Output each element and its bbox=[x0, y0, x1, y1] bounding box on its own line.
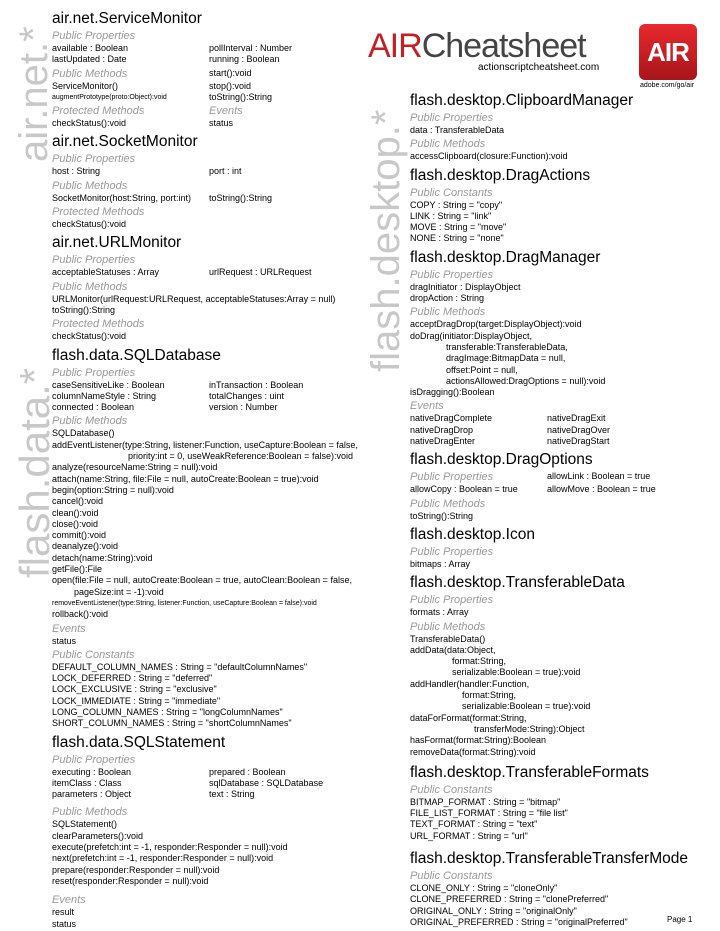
logo-site: actionscriptcheatsheet.com bbox=[478, 62, 600, 73]
member: pollInterval : Number bbox=[209, 43, 293, 53]
member-row bbox=[52, 193, 362, 204]
member: nativeDragComplete bbox=[410, 413, 493, 424]
section-label: Public Methods bbox=[410, 306, 486, 319]
member: SQLDatabase() bbox=[52, 428, 115, 439]
section-label: Public Properties bbox=[52, 753, 136, 766]
section-label: Public Properties bbox=[410, 112, 494, 124]
member: ORIGINAL_ONLY : String = "originalOnly" bbox=[410, 905, 577, 916]
section-label: Public Properties bbox=[52, 254, 136, 267]
member-row bbox=[52, 380, 362, 391]
member: attach(name:String, file:File = null, autoCreate:Boolean = true):void bbox=[52, 473, 319, 484]
member: removeEventListener(type:String, listener:Function, useCapture:Boolean = false):void bbox=[52, 599, 317, 607]
member-row bbox=[410, 436, 710, 447]
member: serializable:Boolean = true):void bbox=[452, 667, 581, 678]
class-title: air.net.SocketMonitor bbox=[52, 133, 198, 151]
member: text : String bbox=[209, 789, 255, 800]
class-title: flash.desktop.DragOptions bbox=[410, 451, 593, 469]
member: nativeDragStart bbox=[547, 436, 610, 447]
member: connected : Boolean bbox=[52, 402, 135, 413]
member: itemClass : Class bbox=[52, 777, 122, 788]
right-column bbox=[410, 92, 710, 928]
section-label: Public Methods bbox=[410, 138, 486, 151]
section-label: Public Constants bbox=[410, 186, 493, 199]
badge-link[interactable]: adobe.com/go/air bbox=[640, 82, 695, 89]
member: allowMove : Boolean = true bbox=[547, 484, 656, 495]
member-row bbox=[52, 54, 362, 65]
member: format:String, bbox=[452, 656, 507, 667]
member: DEFAULT_COLUMN_NAMES : String = "defaultColumnNames" bbox=[52, 661, 308, 672]
member: LONG_COLUMN_NAMES : String = "longColumnNames" bbox=[52, 706, 283, 717]
vertical-label-flash-desktop: flash.desktop.* bbox=[364, 109, 408, 372]
member: toString():String bbox=[209, 192, 273, 203]
member: SQLStatement() bbox=[52, 819, 118, 830]
member: detach(name:String):void bbox=[52, 552, 153, 563]
member: priority:int = 0, useWeakReference:Boolean = false):void bbox=[128, 451, 353, 462]
member: doDrag(initiator:DisplayObject, bbox=[410, 330, 533, 341]
member: pageSize:int = -1):void bbox=[74, 586, 164, 597]
member: toString():String bbox=[410, 510, 474, 521]
member-row bbox=[52, 81, 362, 92]
member-row bbox=[52, 267, 362, 278]
member: open(file:File = null, autoCreate:Boolean = true, autoClean:Boolean = false, bbox=[52, 575, 352, 586]
member: executing : Boolean bbox=[52, 766, 132, 777]
member: ServiceMonitor() bbox=[52, 80, 119, 91]
section-label: Events bbox=[52, 894, 86, 907]
member: lastUpdated : Date bbox=[52, 54, 127, 65]
member: MOVE : String = "move" bbox=[410, 222, 507, 233]
section-label: Public Methods bbox=[52, 179, 128, 192]
member: LOCK_EXCLUSIVE : String = "exclusive" bbox=[52, 684, 217, 695]
member: nativeDragOver bbox=[547, 424, 611, 435]
member: offset:Point = null, bbox=[446, 364, 518, 375]
section-label-row bbox=[52, 103, 362, 118]
class-title: flash.desktop.TransferableData bbox=[410, 574, 625, 592]
member: nativeDragEnter bbox=[410, 436, 476, 447]
member: addData(data:Object, bbox=[410, 644, 496, 655]
member: status bbox=[52, 635, 77, 646]
member-row bbox=[52, 118, 362, 129]
member-row bbox=[52, 789, 362, 800]
member: SocketMonitor(host:String, port:int) bbox=[52, 192, 192, 203]
member: BITMAP_FORMAT : String = "bitmap" bbox=[410, 796, 561, 807]
member: LINK : String = "link" bbox=[410, 210, 492, 221]
section-label: Public Constants bbox=[410, 869, 493, 882]
class-title: air.net.URLMonitor bbox=[52, 234, 182, 252]
member: columnNameStyle : String bbox=[52, 390, 157, 401]
member: TransferableData() bbox=[410, 633, 486, 644]
member: TEXT_FORMAT : String = "text" bbox=[410, 819, 538, 830]
member: deanalyze():void bbox=[52, 541, 119, 552]
member-row bbox=[410, 484, 710, 495]
section-label: Public Properties bbox=[410, 594, 494, 607]
section-label: Public Methods bbox=[410, 620, 486, 633]
section-label: Public Constants bbox=[52, 648, 135, 661]
member-row bbox=[52, 92, 362, 103]
member: FILE_LIST_FORMAT : String = "file list" bbox=[410, 808, 568, 819]
member: nativeDragExit bbox=[547, 413, 606, 424]
class-title: air.net.ServiceMonitor bbox=[52, 10, 202, 27]
member: addEventListener(type:String, listener:Function, useCapture:Boolean = false, bbox=[52, 439, 358, 450]
member: commit():void bbox=[52, 530, 107, 541]
member: dragImage:BitmapData = null, bbox=[446, 353, 566, 364]
member: removeData(format:String):void bbox=[410, 746, 536, 757]
member-row bbox=[410, 425, 710, 436]
class-title: flash.desktop.Icon bbox=[410, 525, 535, 543]
member: checkStatus():void bbox=[52, 331, 127, 342]
member-row bbox=[52, 767, 362, 778]
member: acceptDragDrop(target:DisplayObject):void bbox=[410, 319, 582, 330]
member: CLONE_PREFERRED : String = "clonePreferred" bbox=[410, 894, 609, 905]
member: dragInitiator : DisplayObject bbox=[410, 281, 521, 292]
class-title: flash.desktop.DragManager bbox=[410, 248, 601, 266]
member: addHandler(handler:Function, bbox=[410, 678, 530, 689]
member: accessClipboard(closure:Function):void bbox=[410, 151, 568, 162]
member: format:String, bbox=[462, 690, 517, 701]
member: serializable:Boolean = true):void bbox=[462, 701, 591, 712]
member: toString():String bbox=[209, 91, 273, 102]
section-label: Events bbox=[52, 622, 86, 635]
member: getFile():File bbox=[52, 564, 103, 575]
section-label-row bbox=[52, 66, 362, 81]
member: next(prefetch:int = -1, responder:Responder = null):void bbox=[52, 853, 274, 864]
member: transferable:TransferableData, bbox=[446, 341, 568, 352]
member: ORIGINAL_PREFERRED : String = "originalPreferred" bbox=[410, 916, 628, 927]
section-label: Public Methods bbox=[52, 67, 128, 80]
page-number: Page 1 bbox=[667, 915, 693, 924]
member: totalChanges : uint bbox=[209, 390, 285, 401]
vertical-label-flash-data: flash.data.* bbox=[11, 367, 58, 578]
member: clearParameters():void bbox=[52, 830, 144, 841]
member: available : Boolean bbox=[52, 43, 129, 53]
member: URLMonitor(urlRequest:URLRequest, acceptableStatuses:Array = null) bbox=[52, 293, 336, 304]
member: CLONE_ONLY : String = "cloneOnly" bbox=[410, 882, 558, 893]
member: inTransaction : Boolean bbox=[209, 379, 304, 390]
class-title: flash.desktop.TransferableTransferMode bbox=[410, 849, 688, 867]
member: host : String bbox=[52, 166, 101, 177]
member: URL_FORMAT : String = "url" bbox=[410, 830, 528, 841]
vertical-label-air-net: air.net.* bbox=[12, 26, 56, 162]
member-row bbox=[52, 391, 362, 402]
member-row bbox=[52, 402, 362, 413]
member: analyze(resourceName:String = null):void bbox=[52, 462, 218, 473]
member: COPY : String = "copy" bbox=[410, 199, 503, 210]
section-label: Protected Methods bbox=[52, 206, 145, 219]
member: sqlDatabase : SQLDatabase bbox=[209, 777, 324, 788]
member: nativeDragDrop bbox=[410, 424, 474, 435]
left-column bbox=[52, 8, 362, 930]
section-label: Public Methods bbox=[52, 415, 128, 428]
section-label: Protected Methods bbox=[52, 105, 145, 118]
member: checkStatus():void bbox=[52, 219, 127, 230]
member: urlRequest : URLRequest bbox=[209, 267, 312, 278]
section-label: Public Methods bbox=[410, 497, 486, 510]
member: LOCK_IMMEDIATE : String = "immediate" bbox=[52, 695, 221, 706]
section-label: Public Properties bbox=[52, 30, 136, 42]
member: data : TransferableData bbox=[410, 125, 505, 135]
class-title: flash.desktop.ClipboardManager bbox=[410, 92, 634, 109]
member: isDragging():Boolean bbox=[410, 387, 495, 398]
member: NONE : String = "none" bbox=[410, 233, 504, 244]
member: reset(responder:Responder = null):void bbox=[52, 875, 209, 886]
section-label: Public Methods bbox=[52, 280, 128, 293]
section-label: Public Properties bbox=[410, 471, 494, 484]
logo-air-word: AIR bbox=[368, 27, 422, 65]
member: prepared : Boolean bbox=[209, 766, 286, 777]
class-title: flash.data.SQLStatement bbox=[52, 733, 226, 751]
member: close():void bbox=[52, 518, 99, 529]
class-title: flash.desktop.TransferableFormats bbox=[410, 763, 649, 781]
section-label: Events bbox=[410, 400, 444, 413]
section-label: Public Properties bbox=[52, 366, 136, 379]
member: version : Number bbox=[209, 402, 278, 413]
member: rollback():void bbox=[52, 609, 109, 620]
member: allowLink : Boolean = true bbox=[547, 471, 651, 482]
member: start():void bbox=[209, 67, 252, 78]
member: checkStatus():void bbox=[52, 118, 127, 129]
member: caseSensitiveLike : Boolean bbox=[52, 379, 165, 390]
member: acceptableStatuses : Array bbox=[52, 267, 160, 278]
class-title: flash.desktop.DragActions bbox=[410, 166, 591, 184]
member: status bbox=[209, 118, 234, 129]
member: transferMode:String):Object bbox=[474, 723, 585, 734]
member: parameters : Object bbox=[52, 789, 132, 800]
logo-cheatsheet-word: Cheatsheet bbox=[421, 27, 586, 65]
section-label-row bbox=[410, 469, 710, 484]
member: LOCK_DEFERRED : String = "deferred" bbox=[52, 673, 213, 684]
member-row bbox=[410, 413, 710, 424]
member-row bbox=[52, 778, 362, 789]
section-label: Public Constants bbox=[410, 783, 493, 796]
member: allowCopy : Boolean = true bbox=[410, 484, 518, 495]
member-row bbox=[52, 166, 362, 177]
member: formats : Array bbox=[410, 607, 469, 618]
member: clean():void bbox=[52, 507, 99, 518]
section-label: Public Properties bbox=[52, 153, 136, 166]
section-label: Public Properties bbox=[410, 268, 494, 281]
section-label: Public Properties bbox=[410, 545, 494, 558]
class-title: flash.data.SQLDatabase bbox=[52, 346, 221, 364]
member: dropAction : String bbox=[410, 293, 485, 304]
member-row bbox=[52, 43, 362, 54]
member: hasFormat(format:String):Boolean bbox=[410, 735, 547, 746]
member: result bbox=[52, 907, 75, 918]
member: toString():String bbox=[52, 304, 116, 315]
member: cancel():void bbox=[52, 496, 104, 507]
section-label: Public Methods bbox=[52, 806, 128, 819]
member: stop():void bbox=[209, 80, 252, 91]
cheatsheet-logo bbox=[368, 27, 600, 73]
member: dataForFormat(format:String, bbox=[410, 712, 527, 723]
member: status bbox=[52, 918, 77, 929]
member: actionsAllowed:DragOptions = null):void bbox=[446, 375, 606, 386]
member: execute(prefetch:int = -1, responder:Responder = null):void bbox=[52, 842, 288, 853]
member: bitmaps : Array bbox=[410, 558, 471, 569]
member: port : int bbox=[209, 166, 242, 177]
member: begin(option:String = null):void bbox=[52, 484, 174, 495]
air-badge-icon: AIR bbox=[639, 24, 697, 80]
member: running : Boolean bbox=[209, 54, 280, 65]
member: prepare(responder:Responder = null):void bbox=[52, 864, 220, 875]
member: augmentPrototype(proto:Object):void bbox=[52, 93, 167, 101]
section-label: Events bbox=[209, 105, 243, 118]
member: SHORT_COLUMN_NAMES : String = "shortColumnNames" bbox=[52, 718, 292, 729]
section-label: Protected Methods bbox=[52, 318, 145, 331]
